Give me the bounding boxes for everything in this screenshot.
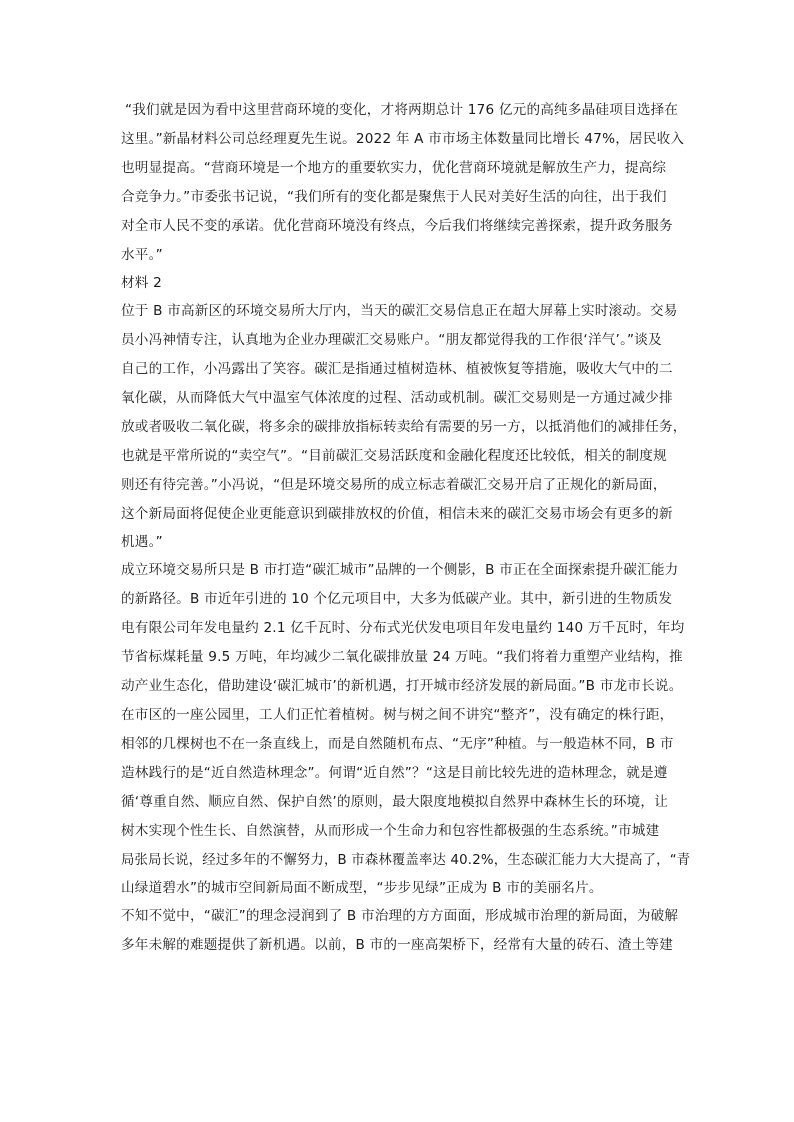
text-line: 节省标煤耗量 9.5 万吨，年均减少二氧化碳排放量 24 万吨。“我们将着力重塑产业结构，推 bbox=[121, 649, 683, 665]
text-line: 在市区的一座公园里，工人们正忙着植树。树与树之间不讲究“整齐”，没有确定的株行距， bbox=[121, 707, 674, 723]
text-line: 造林践行的是“近自然造林理念”。何谓“近自然”？“这是目前比较先进的造林理念，就是遵 bbox=[121, 765, 668, 781]
section-heading: 材料 2 bbox=[121, 275, 162, 291]
text-line: 循‘尊重自然、顺应自然、保护自然’的原则，最大限度地模拟自然界中森林生长的环境，让 bbox=[121, 794, 668, 810]
text-line: “我们就是因为看中这里营商环境的变化，才将两期总计 176 亿元的高纯多晶硅项目选择在 bbox=[125, 102, 679, 118]
text-line: 动产业生态化，借助建设‘碳汇城市’的新机遇，打开城市经济发展的新局面。”B 市龙市长说。 bbox=[121, 678, 683, 694]
text-line: 这个新局面将促使企业更能意识到碳排放权的价值，相信未来的碳汇交易市场会有更多的新 bbox=[121, 506, 673, 522]
text-line: 合竞争力。”市委张书记说，“我们所有的变化都是聚焦于人民对美好生活的向往，出于我们 bbox=[121, 189, 667, 205]
text-line: 多年未解的难题提供了新机遇。以前，B 市的一座高架桥下，经常有大量的砖石、渣土等建 bbox=[121, 937, 673, 953]
text-line: 不知不觉中，“碳汇”的理念浸润到了 B 市治理的方方面面，形成城市治理的新局面，为破解 bbox=[121, 908, 679, 924]
text-line: 对全市人民不变的承诺。优化营商环境没有终点，今后我们将继续完善探索，提升政务服务 bbox=[121, 218, 673, 234]
text-line: 电有限公司年发电量约 2.1 亿千瓦时、分布式光伏发电项目年发电量约 140 万千瓦时，年均 bbox=[121, 620, 685, 636]
text-line: 局张局长说，经过多年的不懈努力，B 市森林覆盖率达 40.2%，生态碳汇能力大大提高了，“青 bbox=[121, 852, 691, 868]
text-line: 位于 B 市高新区的环境交易所大厅内，当天的碳汇交易信息正在超大屏幕上实时滚动。交易 bbox=[121, 303, 678, 319]
text-line: 山绿道碧水”的城市空间新局面不断成型，“步步见绿”正成为 B 市的美丽名片。 bbox=[121, 880, 603, 896]
text-line: 放或者吸收二氧化碳，将多余的碳排放指标转卖给有需要的另一方，以抵消他们的减排任务， bbox=[121, 419, 687, 435]
text-line: 这里。”新晶材料公司总经理夏先生说。2022 年 A 市市场主体数量同比增长 47%，居民收入 bbox=[121, 131, 685, 147]
text-line: 氧化碳，从而降低大气中温室气体浓度的过程、活动或机制。碳汇交易则是一方通过减少排 bbox=[121, 390, 673, 406]
text-line: 水平。” bbox=[121, 247, 163, 263]
text-line: 成立环境交易所只是 B 市打造“碳汇城市”品牌的一个侧影，B 市正在全面探索提升碳汇能力 bbox=[121, 562, 679, 578]
text-line: 也就是平常所说的“卖空气”。“目前碳汇交易活跃度和金融化程度还比较低，相关的制度规 bbox=[121, 448, 667, 464]
text-line: 员小冯神情专注，认真地为企业办理碳汇交易账户。“朋友都觉得我的工作很‘洋气’。”谈及 bbox=[121, 332, 662, 348]
text-line: 自己的工作，小冯露出了笑容。碳汇是指通过植树造林、植被恢复等措施，吸收大气中的二 bbox=[121, 361, 673, 377]
text-line: 则还有待完善。”小冯说，“但是环境交易所的成立标志着碳汇交易开启了正规化的新局面， bbox=[121, 477, 667, 493]
text-line: 树木实现个性生长、自然演替，从而形成一个生命力和包容性都极强的生态系统。”市城建 bbox=[121, 823, 660, 839]
text-line: 也明显提高。“营商环境是一个地方的重要软实力，优化营商环境就是解放生产力，提高综 bbox=[121, 160, 667, 176]
text-line: 的新路径。B 市近年引进的 10 个亿元项目中，大多为低碳产业。其中，新引进的生物质发 bbox=[121, 591, 673, 607]
text-line: 机遇。” bbox=[121, 534, 163, 550]
text-line: 相邻的几棵树也不在一条直线上，而是自然随机布点、“无序”种植。与一般造林不同，B 市 bbox=[121, 736, 674, 752]
